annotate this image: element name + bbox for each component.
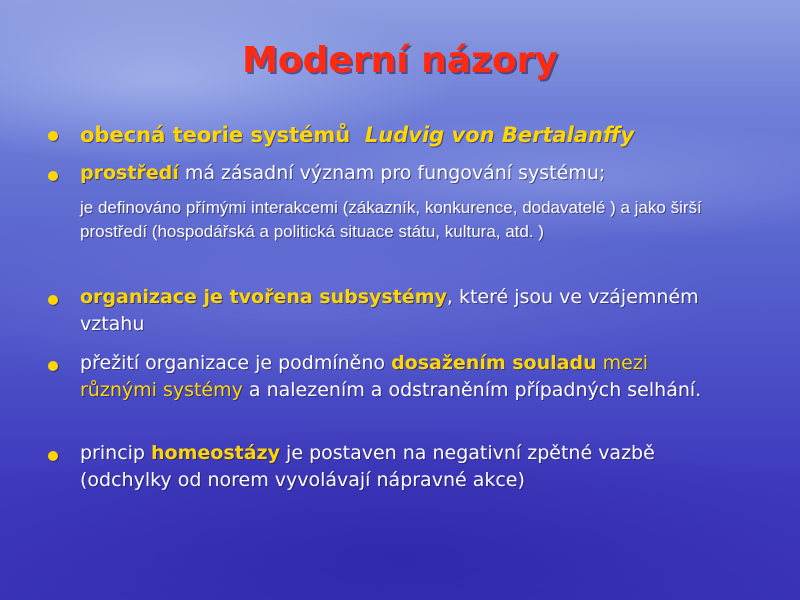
- bullet-3-strong: organizace je tvořena subsystémy: [80, 286, 447, 308]
- bullet-item-5: [48, 440, 760, 500]
- bullet-2-rest: má zásadní význam pro fungování systému;: [178, 162, 606, 184]
- sub-paragraph: [48, 196, 760, 278]
- bullet-4-rest: a nalezením a odstraněním případných selhání.: [242, 379, 702, 401]
- sub-paragraph-text: je definováno přímými interakcemi (zákazník, konkurence, dodavatelé ) a jako širší prostředí (hospodářská a politická situace státu, kultura, atd. ): [80, 198, 702, 241]
- bullet-4-mid: mezi různými systémy: [80, 352, 649, 401]
- bullet-text-4: [80, 350, 730, 404]
- bullet-dot-icon: [48, 171, 58, 181]
- bullet-item-4: [48, 350, 760, 434]
- bullet-1-strong: obecná teorie systémů: [80, 123, 351, 147]
- bullet-dot-icon: [48, 131, 58, 141]
- bullet-text-3: [80, 284, 730, 338]
- bullet-text-5: [80, 440, 730, 494]
- bullet-5-strong: homeostázy: [151, 442, 281, 464]
- bullet-3-rest: , které jsou ve vzájemném vztahu: [80, 286, 699, 335]
- bullet-5-rest: je postaven na negativní zpětné vazbě (odchylky od norem vyvolávají nápravné akce): [80, 442, 655, 491]
- bullet-text-1: [80, 120, 760, 150]
- bullet-text-2: [80, 160, 760, 187]
- slide-title: Moderní názory: [242, 40, 558, 81]
- bullet-dot-icon: [48, 451, 58, 461]
- bullet-5-lead: princip: [80, 442, 152, 464]
- bullet-item-2: [48, 160, 760, 190]
- bullet-4-lead: přežití organizace je podmíněno: [80, 352, 392, 374]
- bullet-4-strong: dosažením souladu: [391, 352, 597, 374]
- bullet-1-author: Ludvig von Bertalanffy: [364, 123, 635, 147]
- bullet-dot-icon: [48, 295, 58, 305]
- bullet-2-strong: prostředí: [80, 162, 179, 184]
- bullet-item-3: [48, 284, 760, 344]
- bullet-dot-icon: [48, 361, 58, 371]
- bullet-item-1: [48, 120, 760, 154]
